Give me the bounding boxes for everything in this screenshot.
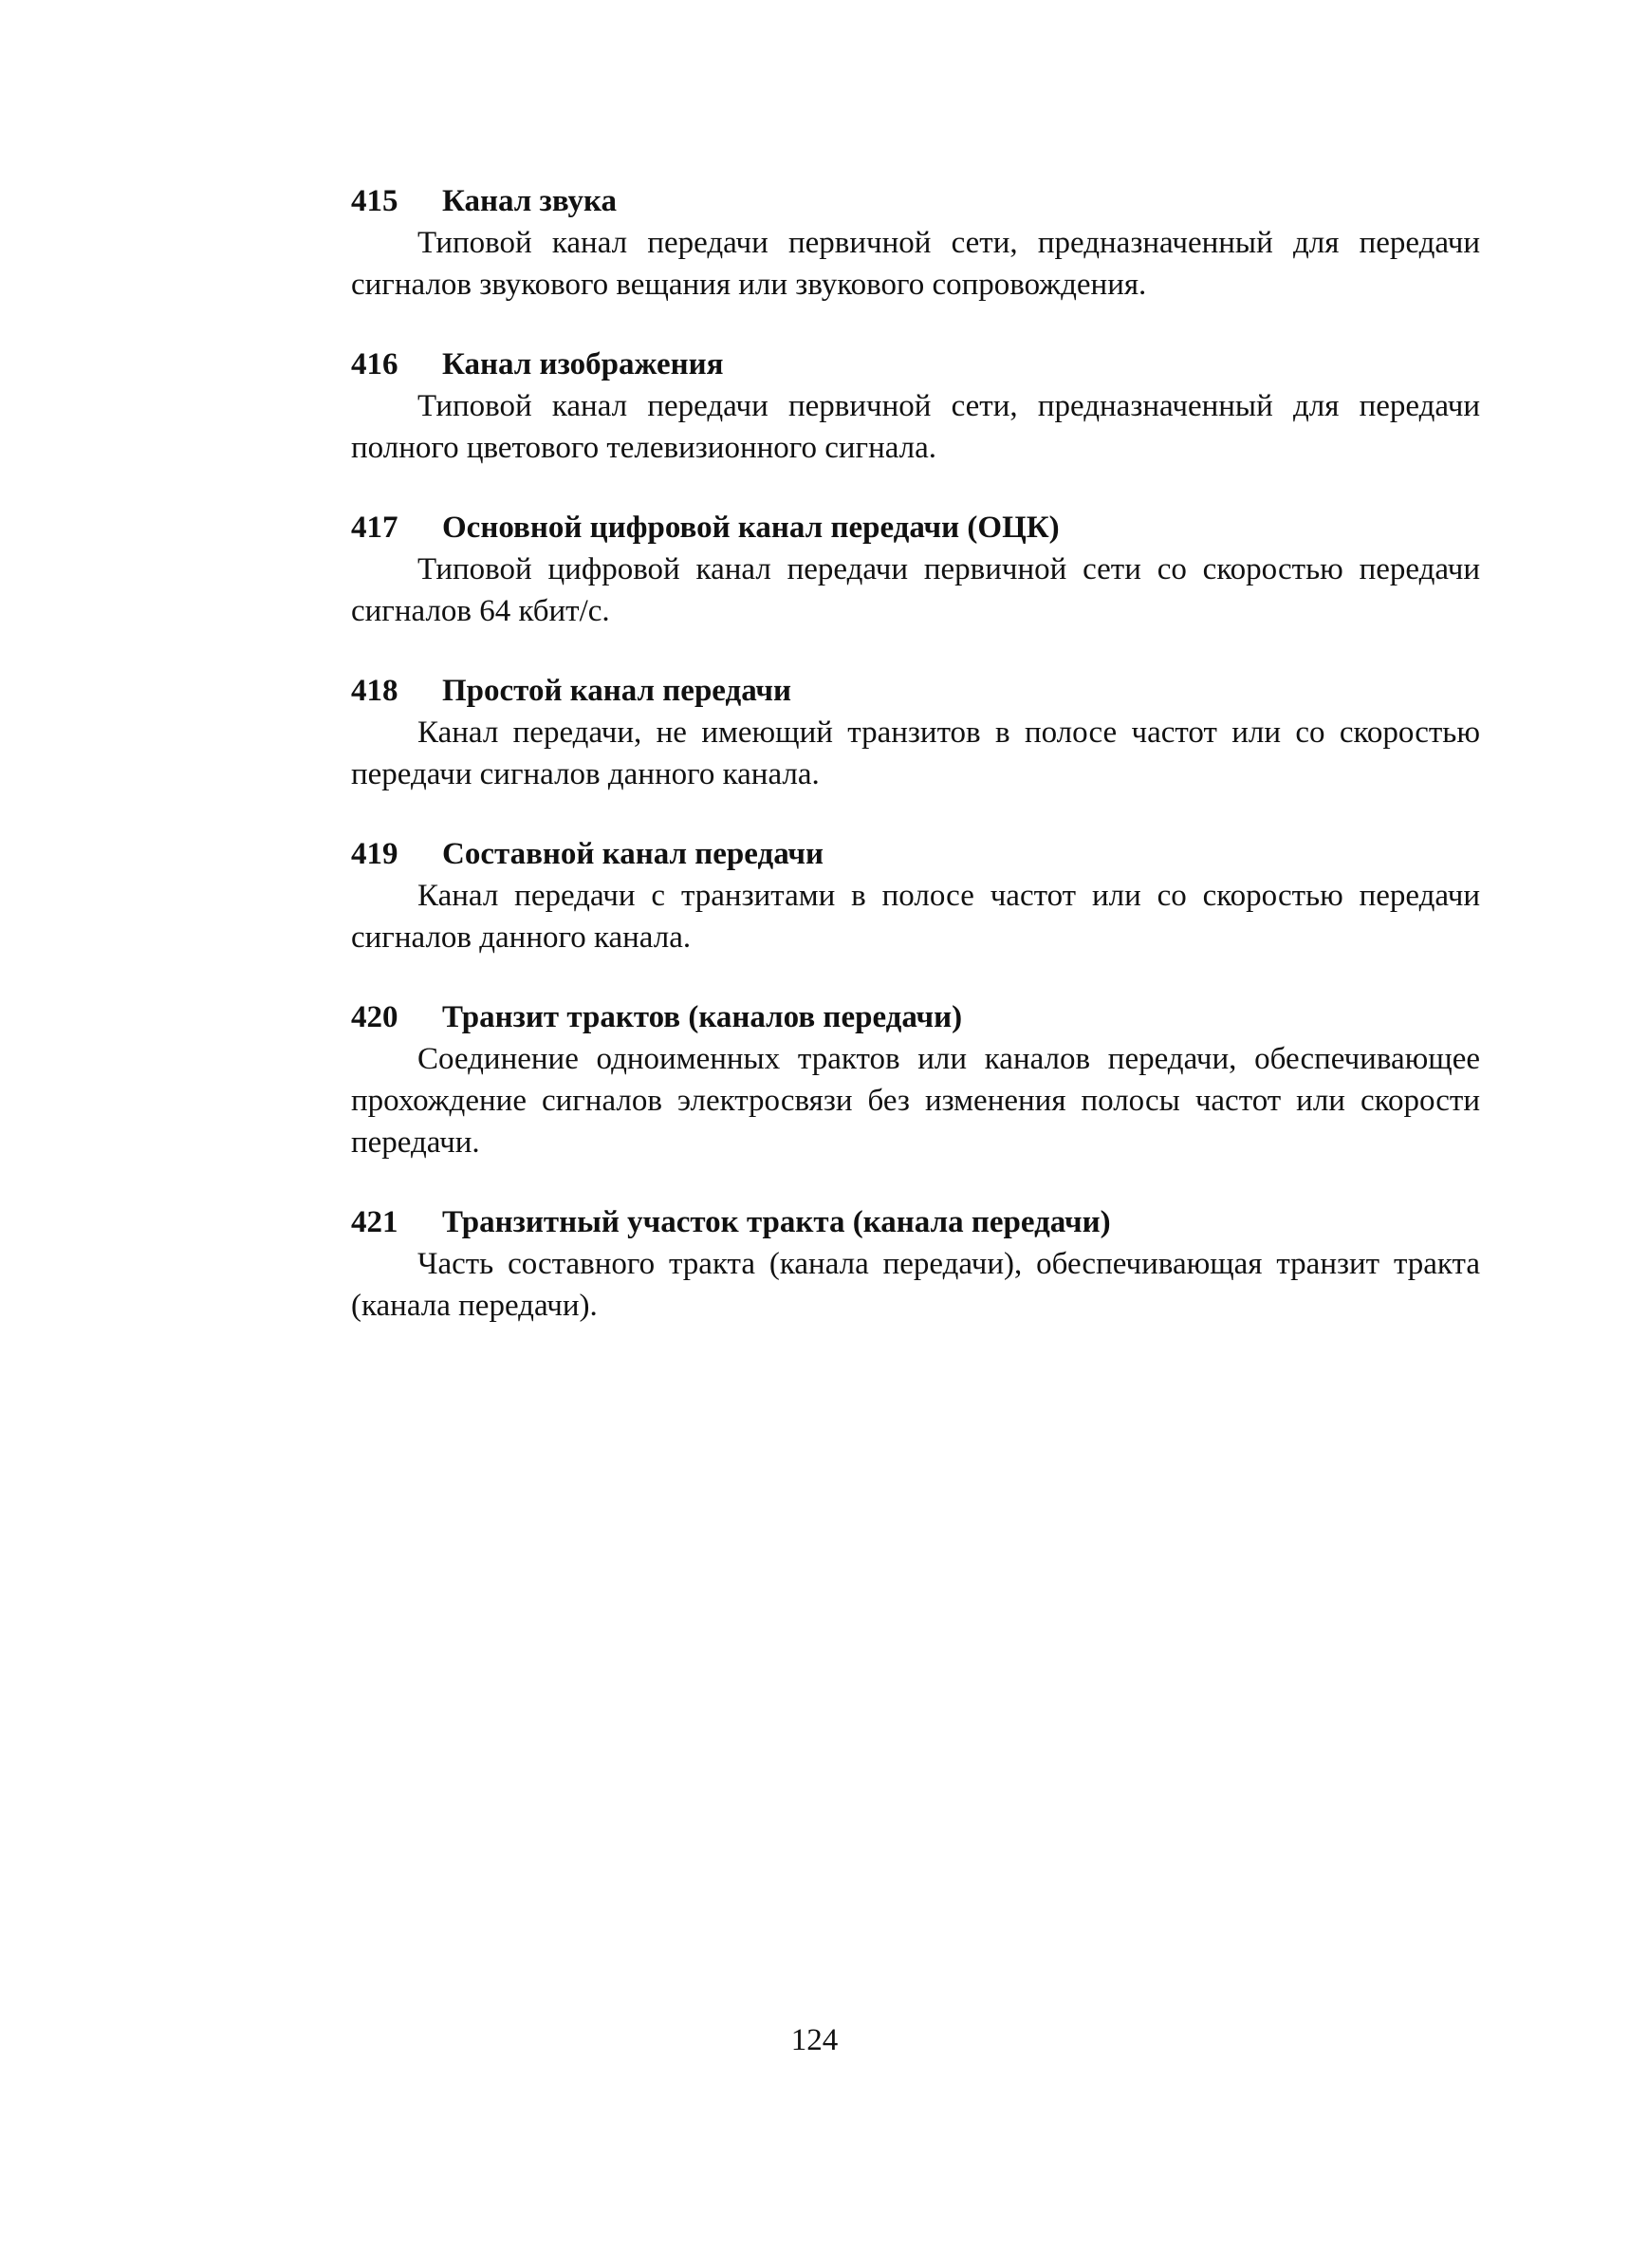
page-number: 124 [790,2023,839,2057]
term-number: 418 [351,674,398,708]
term-heading [351,996,1480,1038]
term-entry-415 [351,180,1480,306]
term-entry-416 [351,344,1480,469]
term-heading [351,670,1480,712]
term-number: 420 [351,1000,398,1034]
term-entry-421 [351,1201,1480,1327]
term-definition: Типовой канал передачи первичной сети, предназначенный для передачи сигналов звукового вещания или звукового сопровождения. [351,226,1480,302]
term-number: 419 [351,837,398,871]
term-definition: Канал передачи с транзитами в полосе частот или со скоростью передачи сигналов данного канала. [351,879,1480,955]
term-definition: Соединение одноименных трактов или каналов передачи, обеспечивающее прохождение сигналов электросвязи без изменения полосы частот или скорости передачи. [351,1042,1480,1160]
term-definition: Типовой канал передачи первичной сети, предназначенный для передачи полного цветового телевизионного сигнала. [351,389,1480,465]
term-title: Канал звука [442,184,618,218]
term-definition: Канал передачи, не имеющий транзитов в полосе частот или со скоростью передачи сигналов данного канала. [351,716,1480,791]
term-number: 416 [351,347,398,381]
term-heading [351,507,1480,548]
term-number: 415 [351,184,398,218]
term-heading [351,833,1480,875]
document-page [351,180,1480,1365]
term-title: Транзит трактов (каналов передачи) [442,1000,963,1034]
term-definition: Часть составного тракта (канала передачи), обеспечивающая транзит тракта (канала передачи). [351,1247,1480,1323]
term-entry-419 [351,833,1480,958]
term-heading [351,344,1480,385]
term-entry-417 [351,507,1480,632]
term-heading [351,1201,1480,1243]
term-title: Основной цифровой канал передачи (ОЦК) [442,511,1060,545]
term-number: 421 [351,1205,398,1239]
term-entry-420 [351,996,1480,1163]
term-title: Транзитный участок тракта (канала передачи) [442,1205,1111,1239]
term-entry-418 [351,670,1480,795]
term-heading [351,180,1480,222]
term-number: 417 [351,511,398,545]
term-title: Простой канал передачи [442,674,792,708]
term-title: Составной канал передачи [442,837,824,871]
term-title: Канал изображения [442,347,724,381]
term-definition: Типовой цифровой канал передачи первичной сети со скоростью передачи сигналов 64 кбит/с. [351,552,1480,628]
